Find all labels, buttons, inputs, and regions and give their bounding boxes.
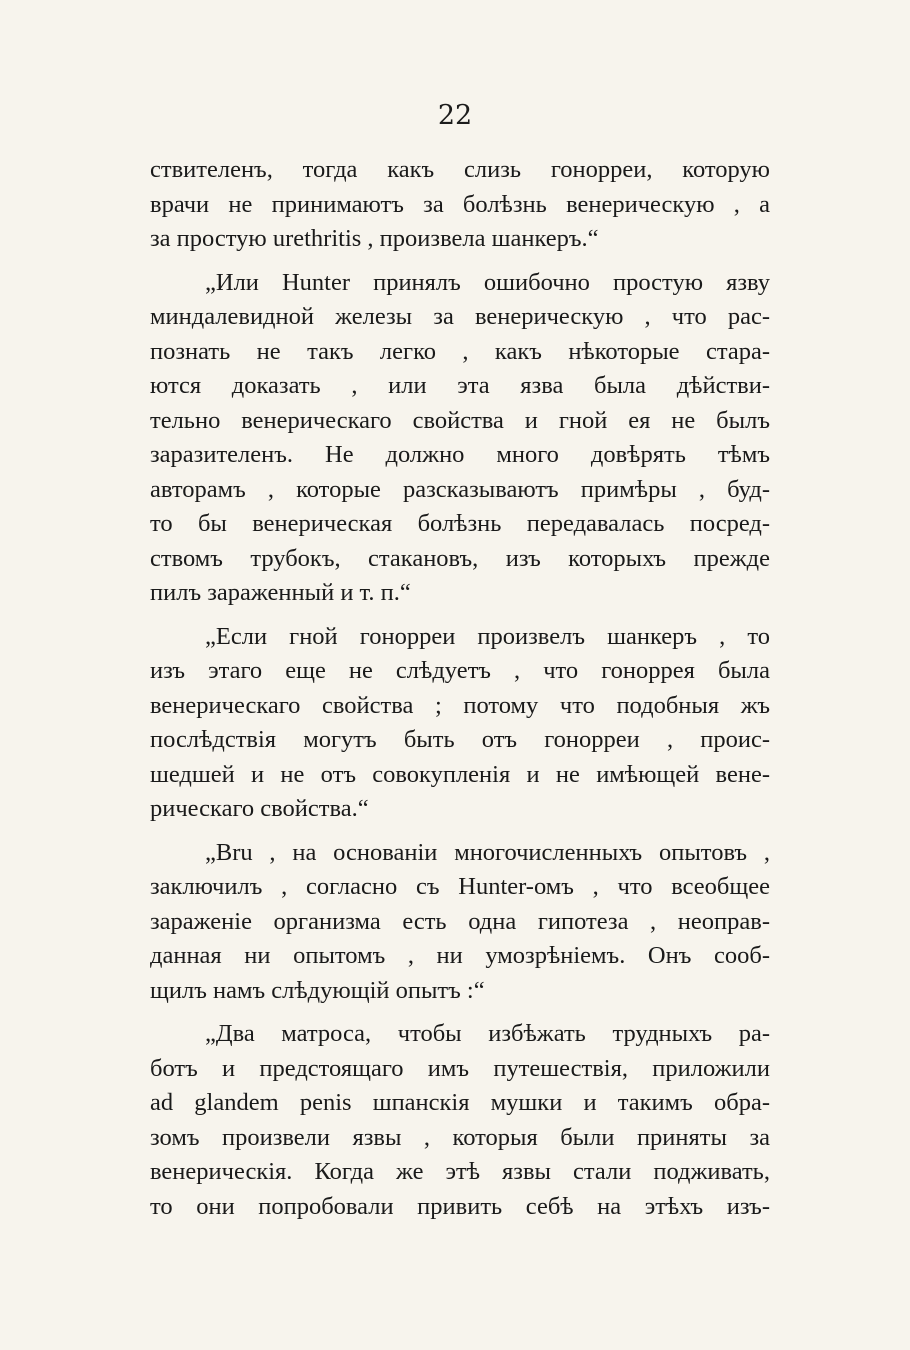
text-line: ются доказать , или эта язва была дѣйстви- — [150, 372, 770, 399]
text-line: „Или Hunter принялъ ошибочно простую язву — [205, 268, 770, 296]
paragraph — [150, 266, 770, 611]
text-line: послѣдствія могутъ быть отъ гонорреи , проис- — [150, 726, 770, 753]
text-line: заключилъ , согласно съ Hunter-омъ , что всеобщее — [150, 873, 770, 900]
text-line: зараженіе организма есть одна гипотеза , неоправ- — [150, 907, 770, 935]
text-line: данная ни опытомъ , ни умозрѣніемъ. Онъ сооб- — [150, 942, 770, 969]
text-line: то бы венерическая болѣзнь передавалась посред- — [150, 510, 770, 537]
text-line: рическаго свойства.“ — [150, 795, 369, 822]
text-line: то они попробовали привить себѣ на этѣхъ изъ- — [150, 1192, 770, 1220]
text-line: ствомъ трубокъ, стакановъ, изъ которыхъ прежде — [150, 544, 770, 572]
text-line: познать не такъ легко , какъ нѣкоторые стара- — [150, 337, 770, 365]
text-line: „Если гной гонорреи произвелъ шанкеръ , то — [205, 622, 770, 650]
text-line: ботъ и предстоящаго имъ путешествія, приложили — [150, 1054, 770, 1082]
paragraph — [150, 620, 770, 827]
text-line: изъ этаго еще не слѣдуетъ , что гоноррея была — [150, 657, 770, 684]
text-line: пилъ зараженный и т. п.“ — [150, 579, 411, 606]
text-line: венерическаго свойства ; потому что подобныя жъ — [150, 691, 770, 719]
text-line: врачи не принимаютъ за болѣзнь венерическую , а — [150, 190, 770, 218]
text-line: венерическія. Когда же этѣ язвы стали подживать, — [150, 1158, 770, 1185]
text-line: зомъ произвели язвы , которыя были приняты за — [150, 1123, 770, 1151]
text-line: заразителенъ. Не должно много довѣрять тѣмъ — [150, 441, 770, 468]
text-line: за простую urethritis , произвела шанкеръ.“ — [150, 225, 599, 252]
paragraph — [150, 1017, 770, 1224]
body-text — [150, 153, 770, 1224]
text-line: „Bru , на основаніи многочисленныхъ опытовъ , — [205, 838, 770, 866]
paragraph — [150, 836, 770, 1009]
paragraph — [150, 153, 770, 257]
text-line: ad glandem penis шпанскія мушки и такимъ обра- — [150, 1089, 770, 1116]
text-line: авторамъ , которые разсказываютъ примѣры , буд- — [150, 475, 770, 503]
text-line: тельно венерическаго свойства и гной ея не былъ — [150, 406, 770, 434]
text-line: ствителенъ, тогда какъ слизь гонорреи, которую — [150, 156, 770, 183]
text-line: „Два матроса, чтобы избѣжать трудныхъ ра- — [205, 1020, 770, 1047]
text-line: миндалевидной железы за венерическую , что рас- — [150, 303, 770, 330]
text-line: щилъ намъ слѣдующій опытъ :“ — [150, 976, 485, 1004]
text-line: шедшей и не отъ совокупленія и не имѣющей вене- — [150, 760, 770, 788]
page-number: 22 — [437, 100, 473, 131]
